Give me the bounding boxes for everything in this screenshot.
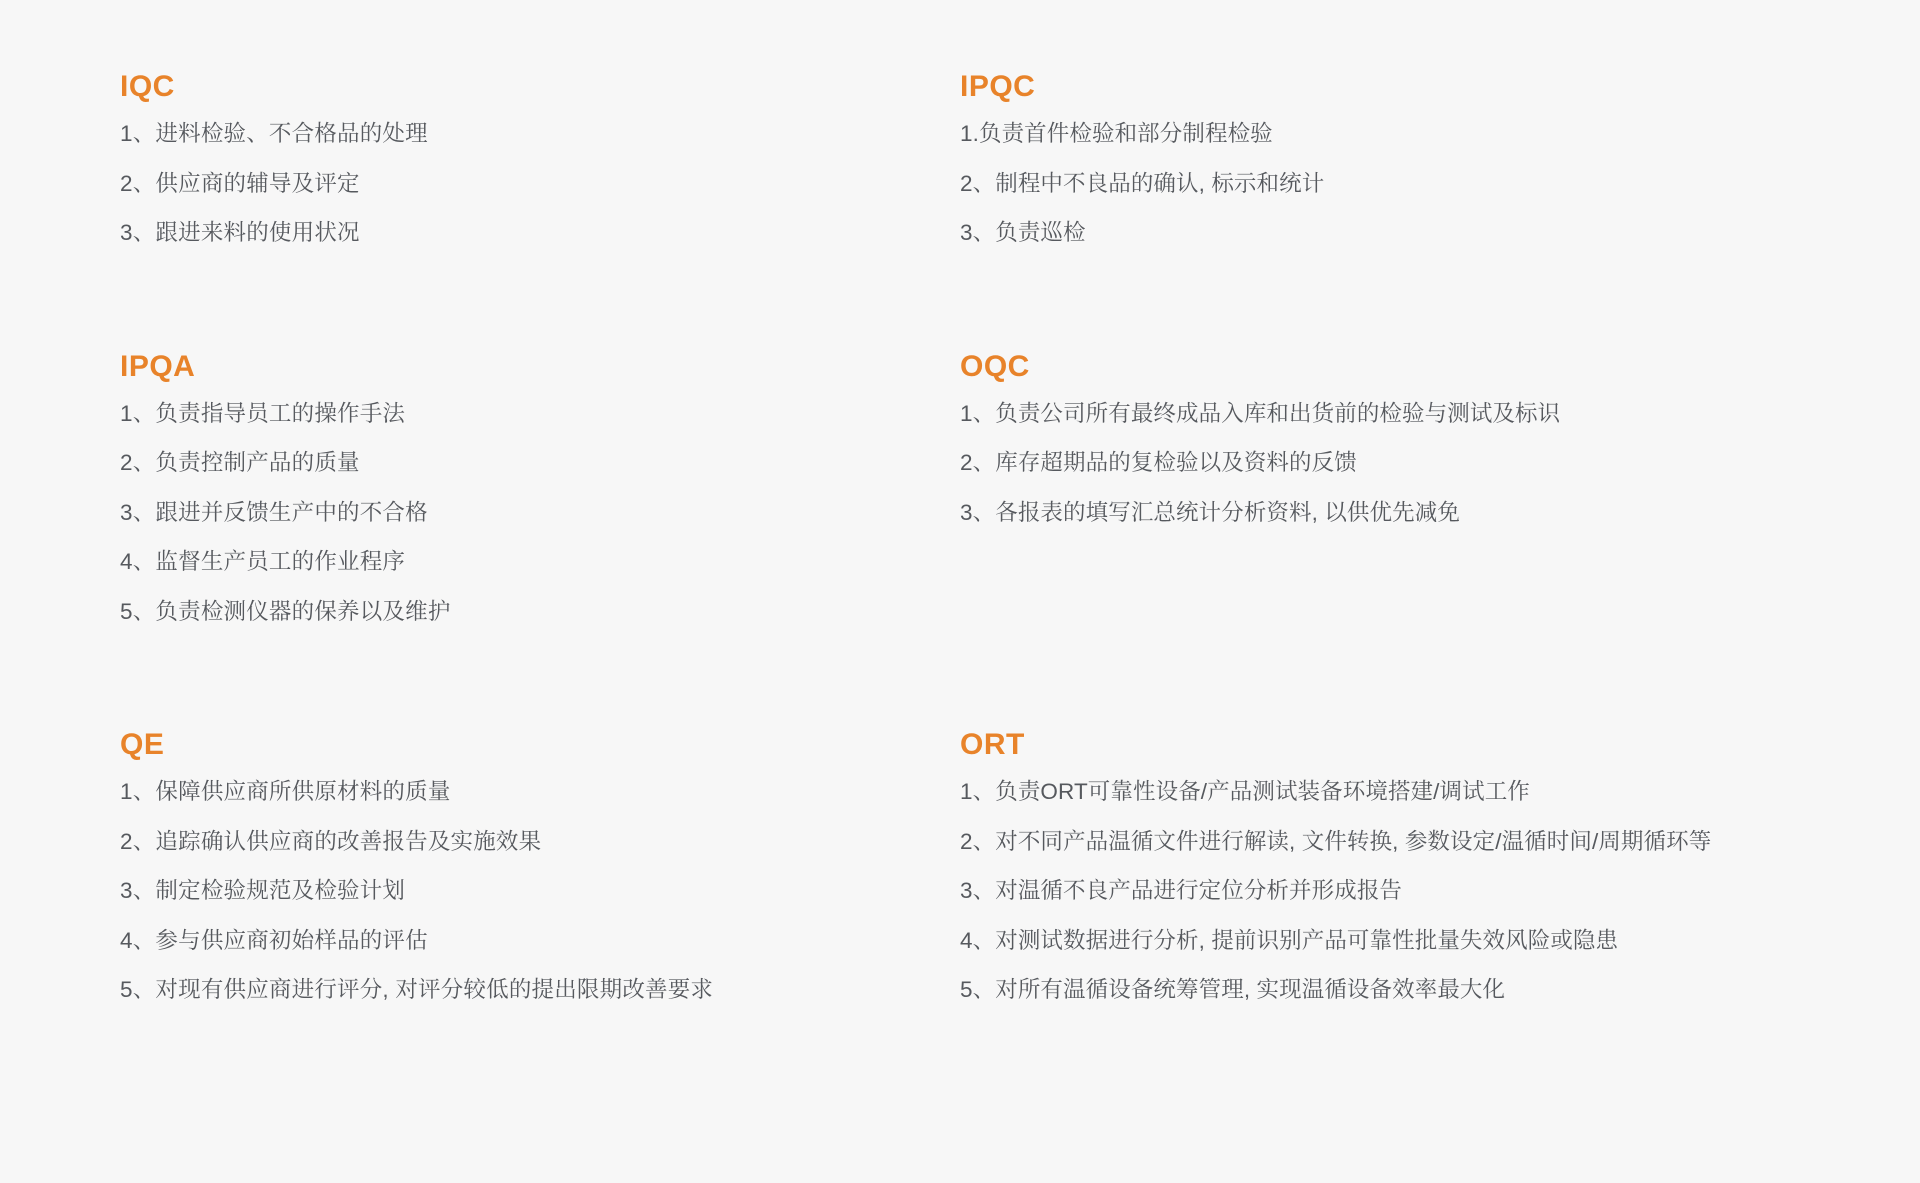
section-oqc <box>960 350 1810 651</box>
list-item: 2、制程中不良品的确认, 标示和统计 <box>960 170 1325 196</box>
section-title-iqc: IQC <box>120 70 175 103</box>
section-list-ipqc <box>960 123 1810 245</box>
section-title-ipqc: IPQC <box>960 70 1036 103</box>
list-item: 1、进料检验、不合格品的处理 <box>120 121 428 146</box>
list-item: 2、库存超期品的复检验以及资料的反馈 <box>960 450 1357 475</box>
section-ipqa <box>120 350 960 651</box>
list-item: 2、对不同产品温循文件进行解读, 文件转换, 参数设定/温循时间/周期循环等 <box>960 828 1712 854</box>
list-item: 1.负责首件检验和部分制程检验 <box>960 121 1273 146</box>
list-item: 3、对温循不良产品进行定位分析并形成报告 <box>960 878 1403 903</box>
list-item: 3、各报表的填写汇总统计分析资料, 以供优先减免 <box>960 499 1460 525</box>
list-item: 4、监督生产员工的作业程序 <box>120 549 406 574</box>
section-qe <box>120 728 960 1029</box>
section-list-qe <box>120 781 960 1002</box>
section-list-iqc <box>120 123 960 245</box>
list-item: 5、对现有供应商进行评分, 对评分较低的提出限期改善要求 <box>120 977 714 1002</box>
section-title-qe: QE <box>120 728 165 761</box>
list-item: 1、负责ORT可靠性设备/产品测试装备环境搭建/调试工作 <box>960 779 1530 804</box>
list-item: 3、制定检验规范及检验计划 <box>120 878 406 903</box>
sections-grid <box>120 70 1810 1029</box>
list-item: 1、负责指导员工的操作手法 <box>120 400 406 426</box>
list-item: 3、跟进来料的使用状况 <box>120 220 360 245</box>
list-item: 4、参与供应商初始样品的评估 <box>120 927 428 953</box>
list-item: 2、追踪确认供应商的改善报告及实施效果 <box>120 828 542 854</box>
section-ort <box>960 728 1810 1029</box>
list-item: 2、负责控制产品的质量 <box>120 450 360 475</box>
section-title-oqc: OQC <box>960 349 1030 383</box>
section-list-oqc <box>960 400 1810 525</box>
section-list-ort <box>960 781 1810 1002</box>
list-item: 4、对测试数据进行分析, 提前识别产品可靠性批量失效风险或隐患 <box>960 927 1619 953</box>
list-item: 1、负责公司所有最终成品入库和出货前的检验与测试及标识 <box>960 400 1561 426</box>
list-item: 3、负责巡检 <box>960 220 1086 245</box>
list-item: 1、保障供应商所供原材料的质量 <box>120 779 451 804</box>
section-list-ipqa <box>120 400 960 624</box>
section-iqc <box>120 70 960 272</box>
list-item: 2、供应商的辅导及评定 <box>120 170 360 196</box>
list-item: 5、负责检测仪器的保养以及维护 <box>120 598 451 624</box>
section-ipqc <box>960 70 1810 272</box>
list-item: 3、跟进并反馈生产中的不合格 <box>120 499 428 525</box>
list-item: 5、对所有温循设备统筹管理, 实现温循设备效率最大化 <box>960 977 1506 1002</box>
section-title-ort: ORT <box>960 728 1025 761</box>
section-title-ipqa: IPQA <box>120 349 196 383</box>
